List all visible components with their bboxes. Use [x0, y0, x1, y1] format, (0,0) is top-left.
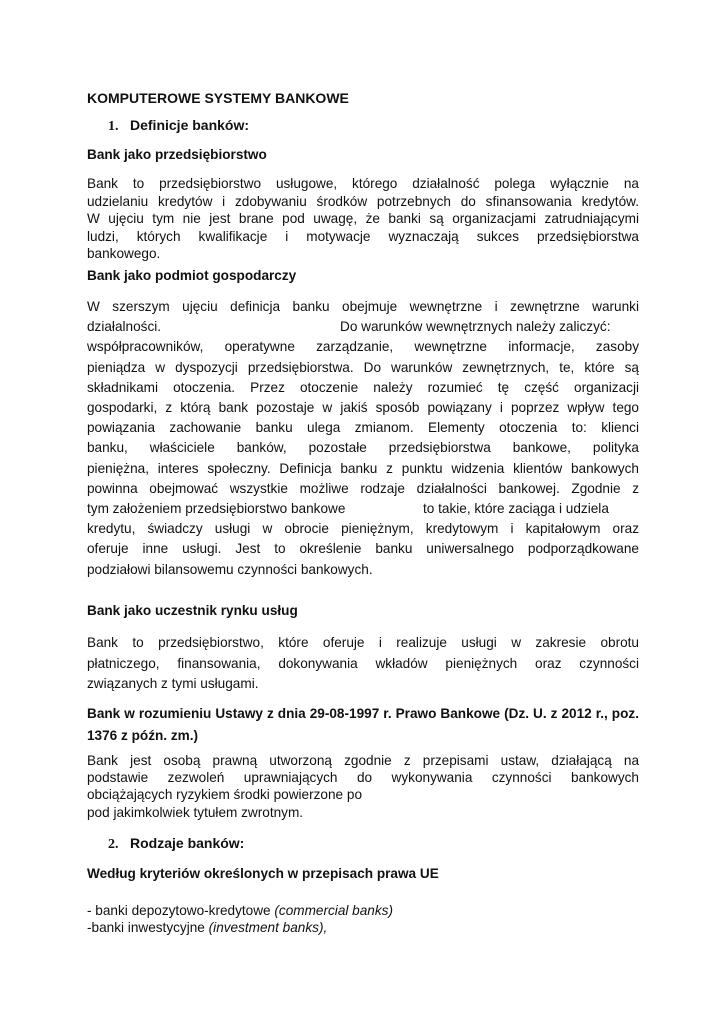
- text-line: pod jakimkolwiek tytułem zwrotnym.: [87, 804, 304, 820]
- heading-bank-przedsiebiorstwo: Bank jako przedsiębiorstwo: [87, 147, 267, 162]
- text-line: płatniczego, finansowania, dokonywania wkładów pieniężnych oraz czynności: [87, 655, 639, 671]
- text-line: bankowego.: [87, 246, 161, 261]
- section-2-number: 2.: [108, 837, 119, 852]
- text-line: współpracowników, operatywne zarządzanie, wewnętrzne informacje, zasoby: [87, 339, 639, 355]
- bank-types-list: [87, 902, 393, 936]
- section-1-label: Definicje banków:: [130, 117, 250, 133]
- text-line: banku, właściciele banków, pozostałe przedsiębiorstwa bankowe, polityka: [87, 440, 639, 456]
- text-line: oferuje inne usługi. Jest to określenie banku uniwersalnego podporządkowane: [87, 541, 639, 557]
- paragraph-ustawa: [87, 752, 639, 821]
- text-line: obciążających ryzykiem środki powierzone po: [87, 787, 363, 803]
- heading-bank-uczestnik: Bank jako uczestnik rynku usług: [87, 603, 298, 618]
- text-line: Bank jest osobą prawną utworzoną zgodnie z przepisami ustaw, działającą na: [87, 753, 639, 768]
- heading-bank-ustawa: [87, 703, 639, 747]
- heading-line: 1376 z późn. zm.): [87, 728, 199, 743]
- text-line: powinna obejmować wszystkie możliwe rodzaje działalności bankowej. Zgodnie z: [87, 480, 639, 496]
- text-line: związanych z tymi usługami.: [87, 676, 259, 691]
- heading-kryteria-ue: Według kryteriów określonych w przepisach prawa UE: [87, 866, 439, 881]
- section-2-heading: [108, 835, 244, 853]
- text-line: ludzi, których kwalifikacje i motywacje wyznaczają sukces przedsiębiorstwa: [87, 228, 639, 244]
- document-title: KOMPUTEROWE SYSTEMY BANKOWE: [87, 90, 349, 106]
- text-line: składnikami otoczenia. Przez otoczenie należy rozumieć tę część organizacji: [87, 379, 639, 395]
- text-line: udzielaniu kredytów i zdobywaniu środków potrzebnych do sfinansowania kredytów.: [87, 193, 639, 209]
- paragraph-podmiot: [87, 297, 639, 580]
- text-line: pieniądza w dyspozycji przedsiębiorstwa. Do warunków zewnętrznych, te, które są: [87, 359, 639, 375]
- paragraph-uczestnik: [87, 633, 639, 695]
- text-line: podziałowi bilansowemu czynności bankowych.: [87, 561, 373, 577]
- list-item: - banki depozytowo-kredytowe (commercial banks): [87, 903, 393, 918]
- section-1-heading: [108, 117, 249, 135]
- text-line: Bank to przedsiębiorstwo, które oferuje i realizuje usługi w zakresie obrotu: [87, 635, 639, 650]
- heading-line: Bank w rozumieniu Ustawy z dnia 29-08-1997 r. Prawo Bankowe (Dz. U. z 2012 r., poz.: [87, 706, 639, 721]
- text-line: tym założeniem przedsiębiorstwo bankowe to takie, które zaciąga i udziela: [87, 501, 609, 517]
- heading-bank-podmiot: Bank jako podmiot gospodarczy: [87, 268, 297, 283]
- text-line: Bank to przedsiębiorstwo usługowe, którego działalność polega wyłącznie na: [87, 176, 639, 191]
- text-line: powiązania zachowanie banku ulega zmianom. Elementy otoczenia to: klienci: [87, 420, 639, 436]
- list-item: -banki inwestycyjne (investment banks),: [87, 920, 328, 935]
- text-line: podstawie zezwoleń uprawniających do wykonywania czynności bankowych: [87, 770, 639, 786]
- text-line: działalności. Do warunków wewnętrznych należy zaliczyć:: [87, 319, 611, 335]
- text-line: gospodarki, z którą bank pozostaje w jakiś sposób powiązany i poprzez wpływ tego: [87, 400, 639, 416]
- section-1-number: 1.: [108, 119, 119, 134]
- text-line: W ujęciu tym nie jest brane pod uwagę, że banki są organizacjami zatrudniającymi: [87, 211, 639, 226]
- text-line: pieniężna, interes społeczny. Definicja banku z punktu widzenia klientów bankowych: [87, 460, 639, 476]
- text-line: kredytu, świadczy usługi w obrocie pieniężnym, kredytowym i kapitałowym oraz: [87, 521, 639, 537]
- text-line: W szerszym ujęciu definicja banku obejmuje wewnętrzne i zewnętrzne warunki: [87, 299, 639, 314]
- paragraph-przedsiebiorstwo: [87, 175, 639, 263]
- section-2-label: Rodzaje banków:: [130, 835, 245, 851]
